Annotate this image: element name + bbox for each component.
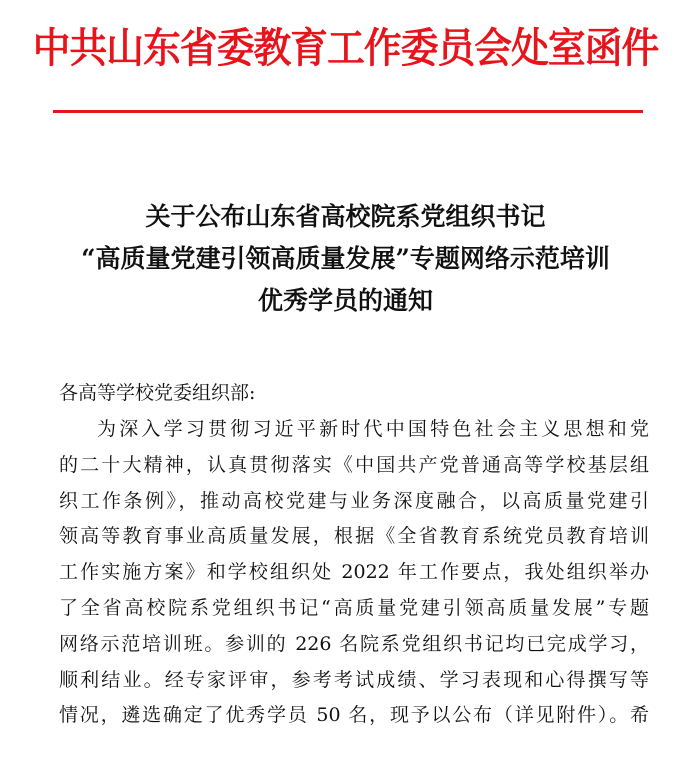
- body-line: 顺利结业。经专家评审，参考考试成绩、学习表现和心得撰写等: [59, 668, 649, 691]
- body-line: 了全省高校院系党组织书记“高质量党建引领高质量发展”专题: [59, 596, 649, 619]
- body-line: 网络示范培训班。参训的 226 名院系党组织书记均已完成学习，: [59, 632, 649, 655]
- body-line: 的二十大精神，认真贯彻落实《中国共产党普通高等学校基层组: [59, 453, 649, 476]
- salutation: 各高等学校党委组织部:: [59, 382, 256, 404]
- body-line: 工作实施方案》和学校组织处 2022 年工作要点，我处组织举办: [59, 561, 649, 584]
- letterhead-title: 中共山东省委教育工作委员会处室函件: [32, 24, 659, 72]
- body-line: 情况，遴选确定了优秀学员 50 名，现予以公布（详见附件）。希: [59, 704, 649, 727]
- document-title: [0, 196, 691, 322]
- body-paragraph: [59, 412, 649, 734]
- body-line: 为深入学习贯彻习近平新时代中国特色社会主义思想和党: [97, 418, 649, 440]
- body-line: 织工作条例》，推动高校党建与业务深度融合，以高质量党建引: [59, 489, 649, 512]
- document-title-line: 优秀学员的通知: [257, 286, 433, 315]
- document-title-line: 关于公布山东省高校院系党组织书记: [145, 202, 546, 231]
- body-line: 领高等教育事业高质量发展，根据《全省教育系统党员教育培训: [59, 525, 649, 548]
- letterhead-red-rule: [53, 110, 643, 113]
- document-title-line: “高质量党建引领高质量发展”专题网络示范培训: [81, 244, 610, 273]
